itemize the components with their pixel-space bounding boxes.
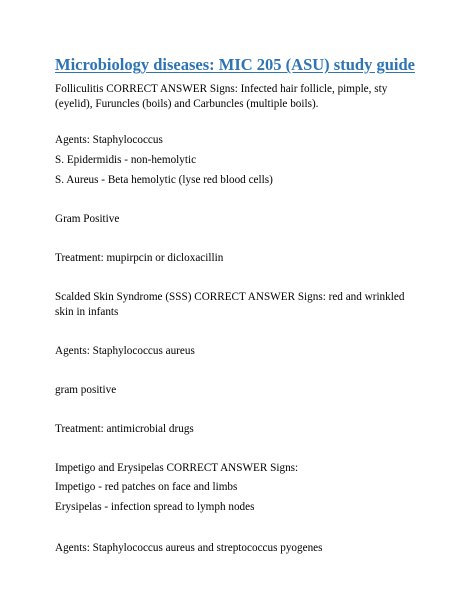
- text-line-treatment-antimicrobial: Treatment: antimicrobial drugs: [55, 423, 194, 435]
- text-line-agents-staph-strep: Agents: Staphylococcus aureus and streptococcus pyogenes: [55, 542, 323, 554]
- text-line-sss: Scalded Skin Syndrome (SSS) CORRECT ANSWER Signs: red and wrinkled skin in infants: [55, 291, 405, 318]
- text-line-s-aureus: S. Aureus - Beta hemolytic (lyse red blood cells): [55, 174, 273, 186]
- text-line-gram-positive: Gram Positive: [55, 213, 120, 225]
- text-line-gram-positive-lower: gram positive: [55, 384, 117, 396]
- text-line-impetigo-erysipelas: Impetigo and Erysipelas CORRECT ANSWER Signs:: [55, 462, 299, 474]
- text-line-folliculitis: Folliculitis CORRECT ANSWER Signs: Infected hair follicle, pimple, sty (eyelid), Furuncles (boils) and Carbuncles (multiple boils).: [55, 83, 388, 110]
- document-title-link[interactable]: Microbiology diseases: MIC 205 (ASU) study guide: [55, 55, 415, 74]
- text-line-impetigo: Impetigo - red patches on face and limbs: [55, 481, 238, 493]
- text-line-treatment-mupirocin: Treatment: mupirpcin or dicloxacillin: [55, 252, 224, 264]
- text-line-s-epidermidis: S. Epidermidis - non-hemolytic: [55, 154, 197, 166]
- text-line-erysipelas: Erysipelas - infection spread to lymph nodes: [55, 501, 255, 513]
- text-line-agents-staph: Agents: Staphylococcus: [55, 134, 163, 146]
- text-line-agents-staph-aureus: Agents: Staphylococcus aureus: [55, 345, 195, 357]
